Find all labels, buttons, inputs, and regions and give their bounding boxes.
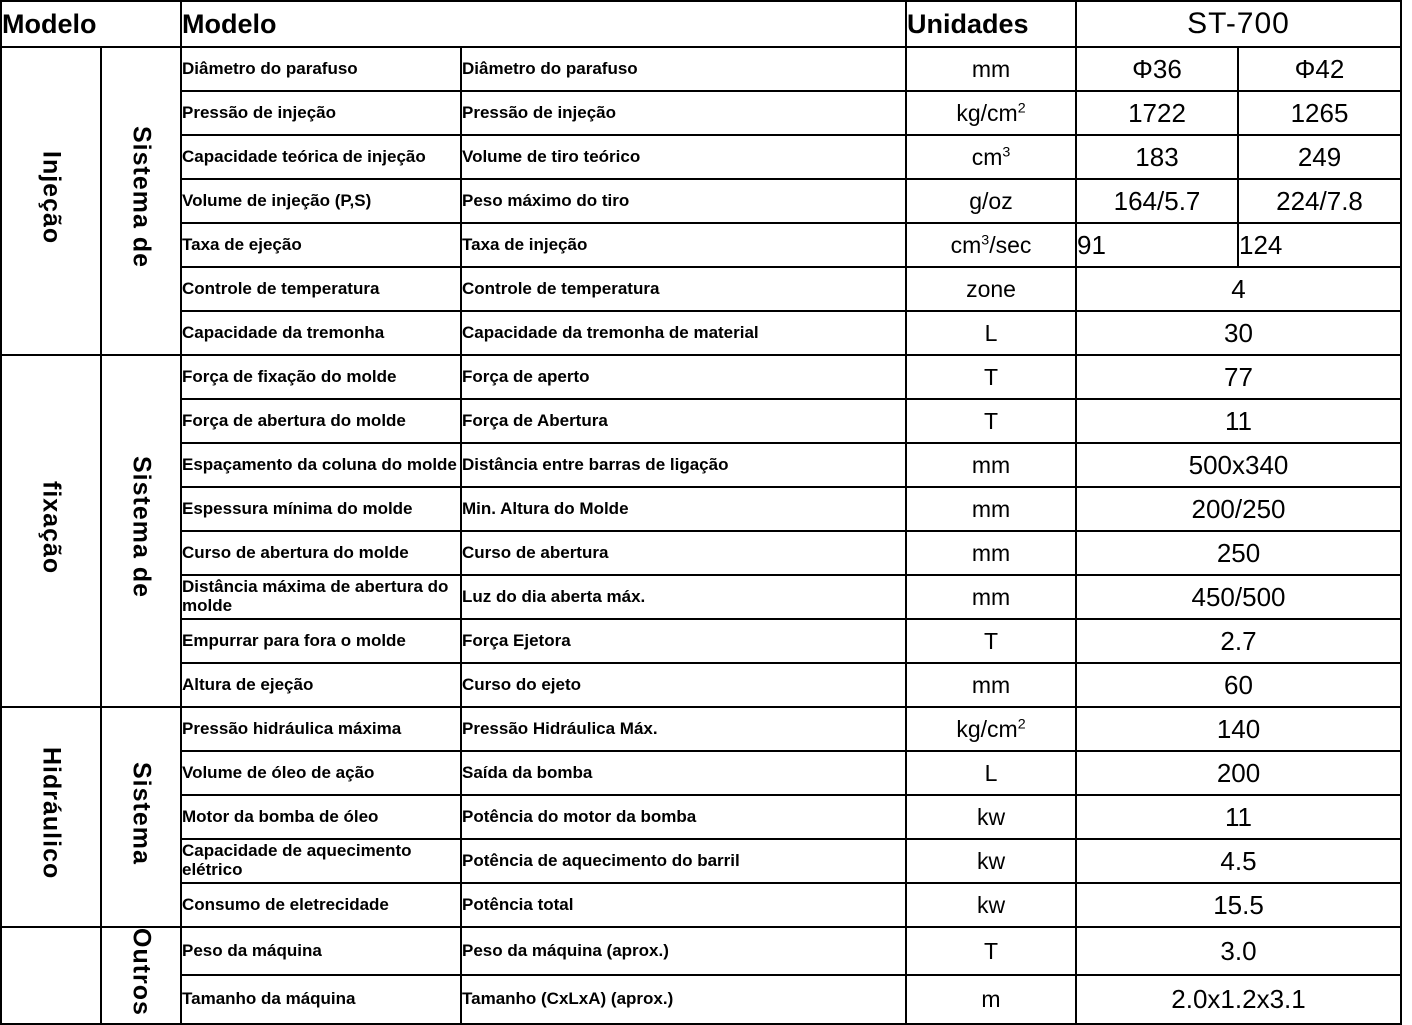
row-value-1: 250 (1076, 531, 1401, 575)
row-label-pt: Curso de abertura do molde (181, 531, 461, 575)
row-value-1: 183 (1076, 135, 1238, 179)
row-label-desc: Peso máximo do tiro (461, 179, 906, 223)
row-unit-base: T (983, 627, 999, 654)
row-unit (906, 975, 1076, 1023)
row-value-2: 249 (1238, 135, 1401, 179)
row-value-1: 30 (1076, 311, 1401, 355)
table-row (1, 47, 1401, 91)
row-unit (906, 927, 1076, 975)
row-unit (906, 663, 1076, 707)
row-unit-base: g/oz (969, 187, 1013, 214)
table-row (1, 443, 1401, 487)
row-unit-base: mm (971, 671, 1011, 698)
row-value-1: 2.7 (1076, 619, 1401, 663)
row-unit-base: m (981, 986, 1001, 1013)
row-value-1: 140 (1076, 707, 1401, 751)
header-model-left: Modelo (1, 1, 181, 47)
table-row (1, 575, 1401, 619)
row-label-desc: Curso de abertura (461, 531, 906, 575)
row-unit-exponent: 3 (981, 231, 990, 248)
table-row (1, 663, 1401, 707)
row-label-desc: Potência do motor da bomba (461, 795, 906, 839)
table-row (1, 751, 1401, 795)
row-unit (906, 619, 1076, 663)
row-unit-base: T (983, 407, 999, 434)
row-label-pt: Pressão hidráulica máxima (181, 707, 461, 751)
group-label-inner (101, 47, 181, 355)
table-row (1, 795, 1401, 839)
row-label-pt: Motor da bomba de óleo (181, 795, 461, 839)
row-label-desc: Saída da bomba (461, 751, 906, 795)
row-value-1: 450/500 (1076, 575, 1401, 619)
row-label-pt: Controle de temperatura (181, 267, 461, 311)
row-unit-base: mm (971, 583, 1011, 610)
row-unit-base: L (984, 319, 998, 346)
row-unit-base: kw (976, 803, 1006, 830)
table-row (1, 223, 1401, 267)
table-row (1, 927, 1401, 975)
row-unit (906, 839, 1076, 883)
table-row (1, 311, 1401, 355)
row-unit (906, 707, 1076, 751)
row-unit-base: cm (971, 143, 1003, 170)
row-unit (906, 531, 1076, 575)
group-label-outer (1, 927, 101, 1024)
row-label-pt: Tamanho da máquina (181, 975, 461, 1023)
row-label-pt: Espessura mínima do molde (181, 487, 461, 531)
row-value-1: 11 (1076, 399, 1401, 443)
row-value-1: 200/250 (1076, 487, 1401, 531)
table-row (1, 531, 1401, 575)
group-label-outer (1, 47, 101, 355)
header-machine-model: ST-700 (1076, 1, 1401, 47)
group-label-inner-text: Outros (127, 928, 156, 1016)
row-unit (906, 443, 1076, 487)
row-label-desc: Taxa de injeção (461, 223, 906, 267)
row-label-pt: Peso da máquina (181, 927, 461, 975)
row-unit (906, 751, 1076, 795)
row-value-1: 15.5 (1076, 883, 1401, 927)
group-label-inner (101, 707, 181, 927)
group-label-inner-text: Sistema de (127, 126, 156, 269)
row-unit-base: zone (966, 275, 1016, 302)
row-unit (906, 179, 1076, 223)
row-label-desc: Tamanho (CxLxA) (aprox.) (461, 975, 906, 1023)
row-label-desc: Curso do ejeto (461, 663, 906, 707)
row-value-1: 500x340 (1076, 443, 1401, 487)
row-label-desc: Força de Abertura (461, 399, 906, 443)
row-unit (906, 883, 1076, 927)
row-unit-suffix: /sec (989, 231, 1032, 258)
row-label-desc: Força de aperto (461, 355, 906, 399)
row-label-pt: Empurrar para fora o molde (181, 619, 461, 663)
row-unit (906, 575, 1076, 619)
row-unit (906, 399, 1076, 443)
group-label-outer (1, 355, 101, 707)
row-value-1: 164/5.7 (1076, 179, 1238, 223)
group-label-outer-text: Injeção (37, 150, 66, 245)
row-unit (906, 91, 1076, 135)
row-label-pt: Distância máxima de abertura do molde (181, 575, 461, 619)
row-label-desc: Peso da máquina (aprox.) (461, 927, 906, 975)
header-units: Unidades (906, 1, 1076, 47)
row-label-desc: Potência total (461, 883, 906, 927)
table-row (1, 267, 1401, 311)
row-value-1: 4.5 (1076, 839, 1401, 883)
row-label-desc: Diâmetro do parafuso (461, 47, 906, 91)
row-value-2: 124 (1238, 223, 1401, 267)
row-value-1: 2.0x1.2x3.1 (1076, 975, 1401, 1023)
row-label-desc: Potência de aquecimento do barril (461, 839, 906, 883)
row-label-pt: Taxa de ejeção (181, 223, 461, 267)
table-row (1, 487, 1401, 531)
table-row (1, 135, 1401, 179)
row-unit-base: T (983, 363, 999, 390)
row-unit-exponent: 3 (1002, 143, 1011, 160)
group-label-outer-text: Hidráulico (37, 747, 66, 880)
table-row (1, 91, 1401, 135)
row-label-desc: Pressão Hidráulica Máx. (461, 707, 906, 751)
table-row (1, 399, 1401, 443)
row-label-pt: Volume de óleo de ação (181, 751, 461, 795)
row-label-pt: Volume de injeção (P,S) (181, 179, 461, 223)
row-unit-base: T (983, 937, 999, 964)
row-unit-base: mm (971, 55, 1011, 82)
row-unit-base: mm (971, 495, 1011, 522)
row-label-pt: Capacidade de aquecimento elétrico (181, 839, 461, 883)
group-label-inner (101, 355, 181, 707)
row-value-2: 1265 (1238, 91, 1401, 135)
row-label-pt: Altura de ejeção (181, 663, 461, 707)
row-label-pt: Consumo de eletrecidade (181, 883, 461, 927)
table-row (1, 839, 1401, 883)
row-unit (906, 267, 1076, 311)
row-unit-base: kw (976, 891, 1006, 918)
row-label-desc: Luz do dia aberta máx. (461, 575, 906, 619)
row-unit (906, 355, 1076, 399)
row-label-pt: Diâmetro do parafuso (181, 47, 461, 91)
row-label-desc: Pressão de injeção (461, 91, 906, 135)
row-unit (906, 487, 1076, 531)
row-value-1: 1722 (1076, 91, 1238, 135)
row-value-1: 11 (1076, 795, 1401, 839)
row-unit-base: kw (976, 847, 1006, 874)
row-unit-base: mm (971, 451, 1011, 478)
row-unit (906, 47, 1076, 91)
row-value-1: 4 (1076, 267, 1401, 311)
group-label-outer (1, 707, 101, 927)
table-row (1, 619, 1401, 663)
table-row (1, 355, 1401, 399)
row-value-1: 60 (1076, 663, 1401, 707)
row-label-pt: Capacidade teórica de injeção (181, 135, 461, 179)
group-label-inner-text: Sistema de (127, 456, 156, 599)
row-value-1: Φ36 (1076, 47, 1238, 91)
row-unit-base: kg/cm (956, 99, 1018, 126)
row-unit (906, 311, 1076, 355)
row-unit-exponent: 2 (1017, 99, 1026, 116)
table-row (1, 179, 1401, 223)
row-label-pt: Capacidade da tremonha (181, 311, 461, 355)
row-value-1: 91 (1076, 223, 1238, 267)
group-label-inner (101, 927, 181, 1024)
group-label-inner-text: Sistema (127, 762, 156, 865)
table-row (1, 975, 1401, 1023)
table-row (1, 883, 1401, 927)
row-label-desc: Capacidade da tremonha de material (461, 311, 906, 355)
row-unit-base: cm (950, 231, 982, 258)
header-model-right: Modelo (181, 1, 906, 47)
row-unit-exponent: 2 (1017, 715, 1026, 732)
row-label-pt: Força de fixação do molde (181, 355, 461, 399)
row-value-2: 224/7.8 (1238, 179, 1401, 223)
row-value-1: 77 (1076, 355, 1401, 399)
row-unit-base: kg/cm (956, 715, 1018, 742)
row-unit-base: L (984, 759, 998, 786)
row-label-desc: Controle de temperatura (461, 267, 906, 311)
row-label-pt: Espaçamento da coluna do molde (181, 443, 461, 487)
row-label-desc: Volume de tiro teórico (461, 135, 906, 179)
row-label-desc: Força Ejetora (461, 619, 906, 663)
row-unit (906, 223, 1076, 267)
row-label-desc: Min. Altura do Molde (461, 487, 906, 531)
group-label-outer-text: fixação (37, 480, 66, 575)
table-row (1, 707, 1401, 751)
row-unit-base: mm (971, 539, 1011, 566)
row-unit (906, 795, 1076, 839)
row-value-1: 200 (1076, 751, 1401, 795)
row-label-pt: Força de abertura do molde (181, 399, 461, 443)
row-label-pt: Pressão de injeção (181, 91, 461, 135)
row-unit (906, 135, 1076, 179)
row-label-desc: Distância entre barras de ligação (461, 443, 906, 487)
table-header-row (1, 1, 1401, 47)
row-value-1: 3.0 (1076, 927, 1401, 975)
row-value-2: Φ42 (1238, 47, 1401, 91)
